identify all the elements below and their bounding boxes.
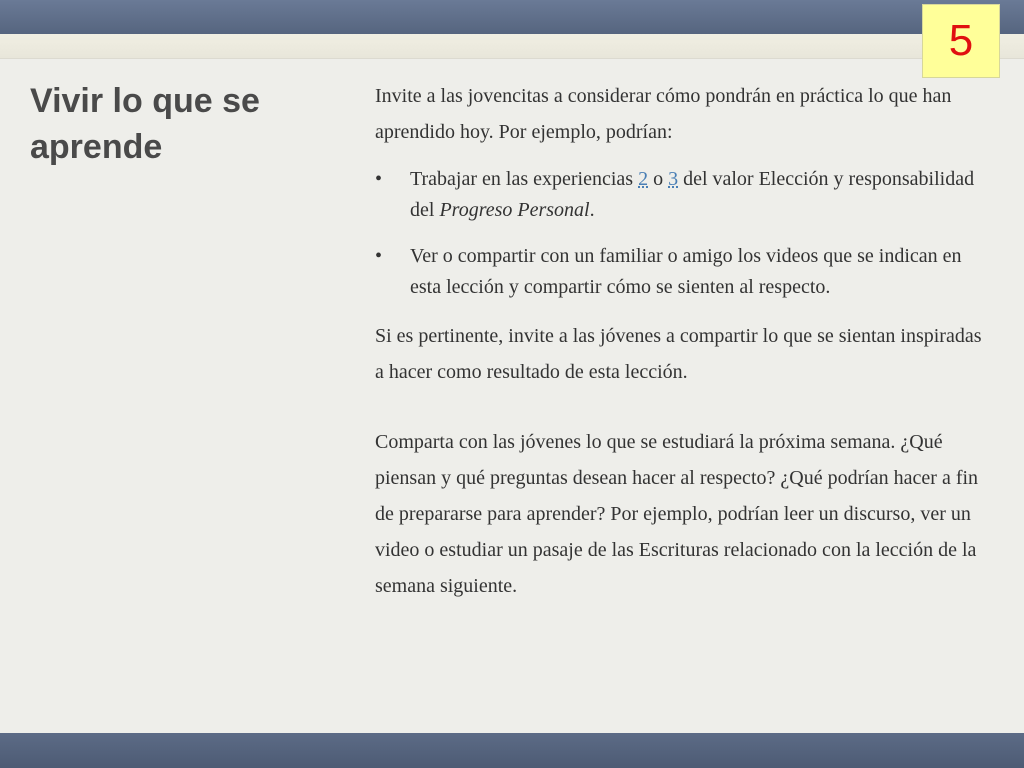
bullet-icon: • (375, 245, 383, 267)
list-item-text: del valor Elección y responsabilidad del (410, 168, 975, 221)
header-strip (0, 34, 1024, 59)
list-item-text: o (648, 168, 669, 190)
top-banner (0, 0, 1024, 34)
list-item (375, 241, 990, 303)
section-title: Vivir lo que se aprende (30, 82, 260, 166)
experience-3-link[interactable]: 3 (668, 168, 679, 190)
next-week-paragraph: Comparta con las jóvenes lo que se estudiará la próxima semana. ¿Qué piensan y qué preguntas desean hacer al respecto? ¿Qué podrían hacer a fin de prepararse para aprender? Por ejemplo, podrían leer un discurso, ver un video o estudiar un pasaje de las Escrituras relacionado con la lección de la semana siguiente. (375, 431, 979, 597)
slide-number-badge: 5 (922, 4, 1000, 78)
list-item-text: Ver o compartir con un familiar o amigo los videos que se indican en esta lección y compartir cómo se sienten al respecto. (410, 245, 962, 298)
bottom-banner (0, 733, 1024, 768)
list-item-text: . (589, 199, 595, 221)
intro-paragraph: Invite a las jovencitas a considerar cómo pondrán en práctica lo que han aprendido hoy. Por ejemplo, podrían: (375, 85, 952, 143)
progreso-personal-emphasis: Progreso Personal (439, 199, 590, 221)
invitation-paragraph: Si es pertinente, invite a las jóvenes a compartir lo que se sientan inspiradas a hacer como resultado de esta lección. (375, 325, 982, 383)
experience-2-link[interactable]: 2 (638, 168, 649, 190)
suggestion-list (375, 164, 990, 303)
bullet-icon: • (375, 168, 383, 190)
lesson-content (375, 78, 990, 604)
list-item (375, 164, 990, 226)
list-item-text: Trabajar en las experiencias (410, 168, 639, 190)
